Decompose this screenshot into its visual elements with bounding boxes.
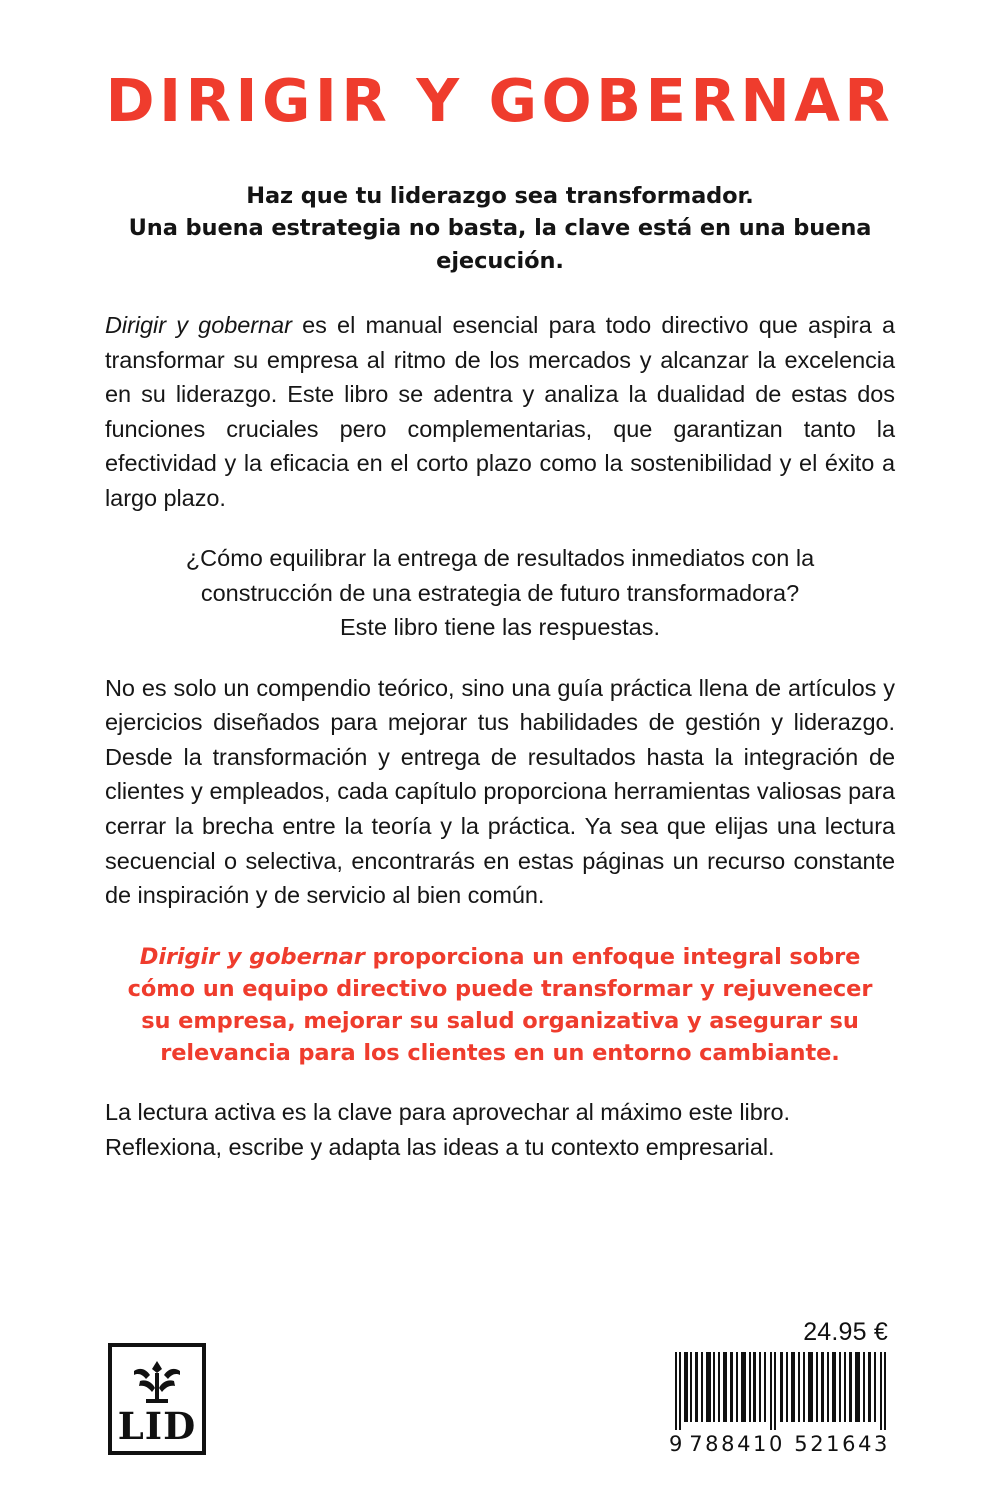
highlight-text: proporciona un enfoque integral sobre cómo un equipo directivo puede transformar y rejuvenecer su empresa, mejorar su salud organizativa y asegurar su relevancia para los clientes en un entorno cambiante. <box>127 943 873 1067</box>
tagline-line-2: Una buena estrategia no basta, la clave está en una buena ejecución. <box>128 215 872 274</box>
paragraph-1-text: es el manual esencial para todo directivo que aspira a transformar su empresa al ritmo de los mercados y alcanzar la excelencia en su liderazgo. Este libro se adentra y analiza la dualidad de estas dos funciones cruciales pero complementarias, que garantizan tanto la efectividad y la eficacia en el corto plazo como la sostenibilidad y el éxito a largo plazo. <box>105 312 895 511</box>
paragraph-3: No es solo un compendio teórico, sino una guía práctica llena de artículos y ejercicios diseñados para mejorar tus habilidades de gestión y liderazgo. Desde la transformación y entrega de resultados hasta la integración de clientes y empleados, cada capítulo proporciona herramientas valiosas para cerrar la brecha entre la teoría y la práctica. Ya sea que elijas una lectura secuencial o selectiva, encontrarás en estas páginas un recurso constante de inspiración y de servicio al bien común. <box>105 674 895 909</box>
barcode-digit-left: 9 <box>669 1432 683 1456</box>
crest-icon <box>112 1355 202 1411</box>
barcode-bars <box>667 1352 892 1430</box>
barcode-digits <box>667 1432 892 1456</box>
question-block <box>105 541 895 645</box>
page-title: DIRIGIR Y GOBERNAR <box>105 66 895 135</box>
question-line-3: Este libro tiene las respuestas. <box>339 614 661 641</box>
question-line-1: ¿Cómo equilibrar la entrega de resultados inmediatos con la <box>185 545 815 572</box>
tagline-line-1: Haz que tu liderazgo sea transformador. <box>246 182 754 209</box>
book-title-inline-2: Dirigir y gobernar <box>139 943 365 970</box>
book-title-inline-1: Dirigir y gobernar <box>105 312 292 339</box>
price-label: 24.95 € <box>803 1318 888 1346</box>
question-line-2: construcción de una estrategia de futuro transformadora? <box>200 579 800 606</box>
back-cover-content <box>105 66 895 1188</box>
highlight-block <box>105 941 895 1070</box>
barcode <box>667 1352 892 1456</box>
publisher-name: LID <box>117 1404 197 1448</box>
paragraph-1 <box>105 308 895 515</box>
barcode-digits-main: 788410 521643 <box>689 1432 890 1456</box>
tagline <box>105 180 895 277</box>
paragraph-5: La lectura activa es la clave para aprovechar al máximo este libro. Reflexiona, escribe y adapta las ideas a tu contexto empresarial. <box>105 1099 791 1160</box>
publisher-logo <box>108 1343 206 1455</box>
